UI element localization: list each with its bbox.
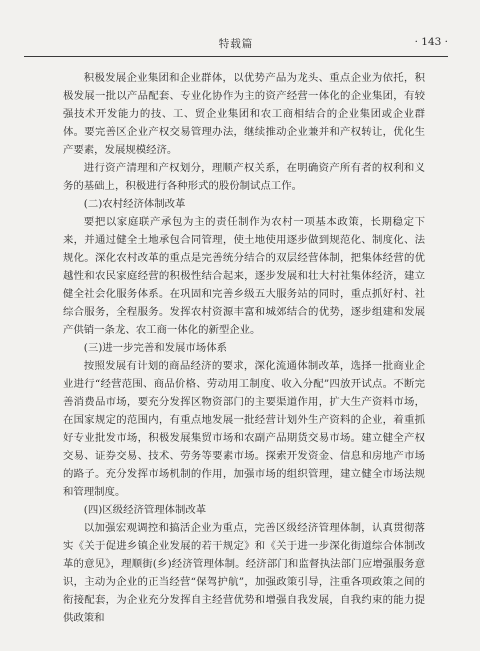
running-header xyxy=(24,36,448,56)
header-section-title: 特载篇 xyxy=(218,38,254,50)
section-heading: (三)进一步完善和发展市场体系 xyxy=(83,342,227,354)
body-text xyxy=(63,69,425,627)
paragraph: 进行资产清理和产权划分，理顺产权关系，在明确资产所有者的权利和义务的基础上，积极进行各种形式的股份制试点工作。 xyxy=(63,162,425,192)
paragraph: 以加强宏观调控和搞活企业为重点，完善区级经济管理体制，认真贯彻落实《关于促进乡镇企业发展的若干规定》和《关于进一步深化街道综合体制改革的意见》，理顺街(乡)经济管理体制。经济部门和监督执法部门应增强服务意识，主动为企业的正当经营“保驾护航”，加强政策引导，注重各项政策之间的衔接配套，为企业充分发挥自主经营优势和增强自我发展，自我约束的能力提供政策和 xyxy=(63,522,425,624)
page-number: · 143 · xyxy=(414,36,448,48)
section-heading: (四)区级经济管理体制改革 xyxy=(83,504,207,516)
section-heading: (二)农村经济体制改革 xyxy=(83,198,186,210)
paragraph: 按照发展有计划的商品经济的要求，深化流通体制改革，选择一批商业企业进行“经营范围、商品价格、劳动用工制度、收入分配”四放开试点。不断完善消费品市场，要充分发挥区物资部门的主要渠道作用，扩大生产资料市场，在国家规定的范围内，有重点地发展一批经营计划外生产资料的企业，着重抓好专业批发市场，积极发展集贸市场和农副产品期货交易市场。建立健全产权交易、证券交易、技术、劳务等要素市场。探索开发资金、信息和房地产市场的路子。充分发挥市场机制的作用，加强市场的组织管理，建立健全市场法规和管理制度。 xyxy=(63,360,425,498)
paragraph: 积极发展企业集团和企业群体，以优势产品为龙头、重点企业为依托，积极发展一批以产品配套、专业化协作为主的资产经营一体化的企业集团，有较强技术开发能力的技、工、贸企业集团和农工商相结合的企业集团或企业群体。要完善区企业产权交易管理办法，继续推动企业兼并和产权转让，优化生产要素，发展规模经济。 xyxy=(63,72,425,156)
header-rule xyxy=(24,56,448,57)
paragraph: 要把以家庭联产承包为主的责任制作为农村一项基本政策，长期稳定下来，并通过健全土地承包合同管理，使土地使用逐步做到规范化、制度化、法规化。深化农村改革的重点是完善统分结合的双层经营体制，把集体经营的优越性和农民家庭经营的积极性结合起来，逐步发展和壮大村社集体经济，建立健全社会化服务体系。在巩固和完善乡级五大服务站的同时，重点抓好村、社综合服务，全程服务。发挥农村资源丰富和城郊结合的优势，逐步组建和发展产供销一条龙、农工商一体化的新型企业。 xyxy=(63,216,425,336)
